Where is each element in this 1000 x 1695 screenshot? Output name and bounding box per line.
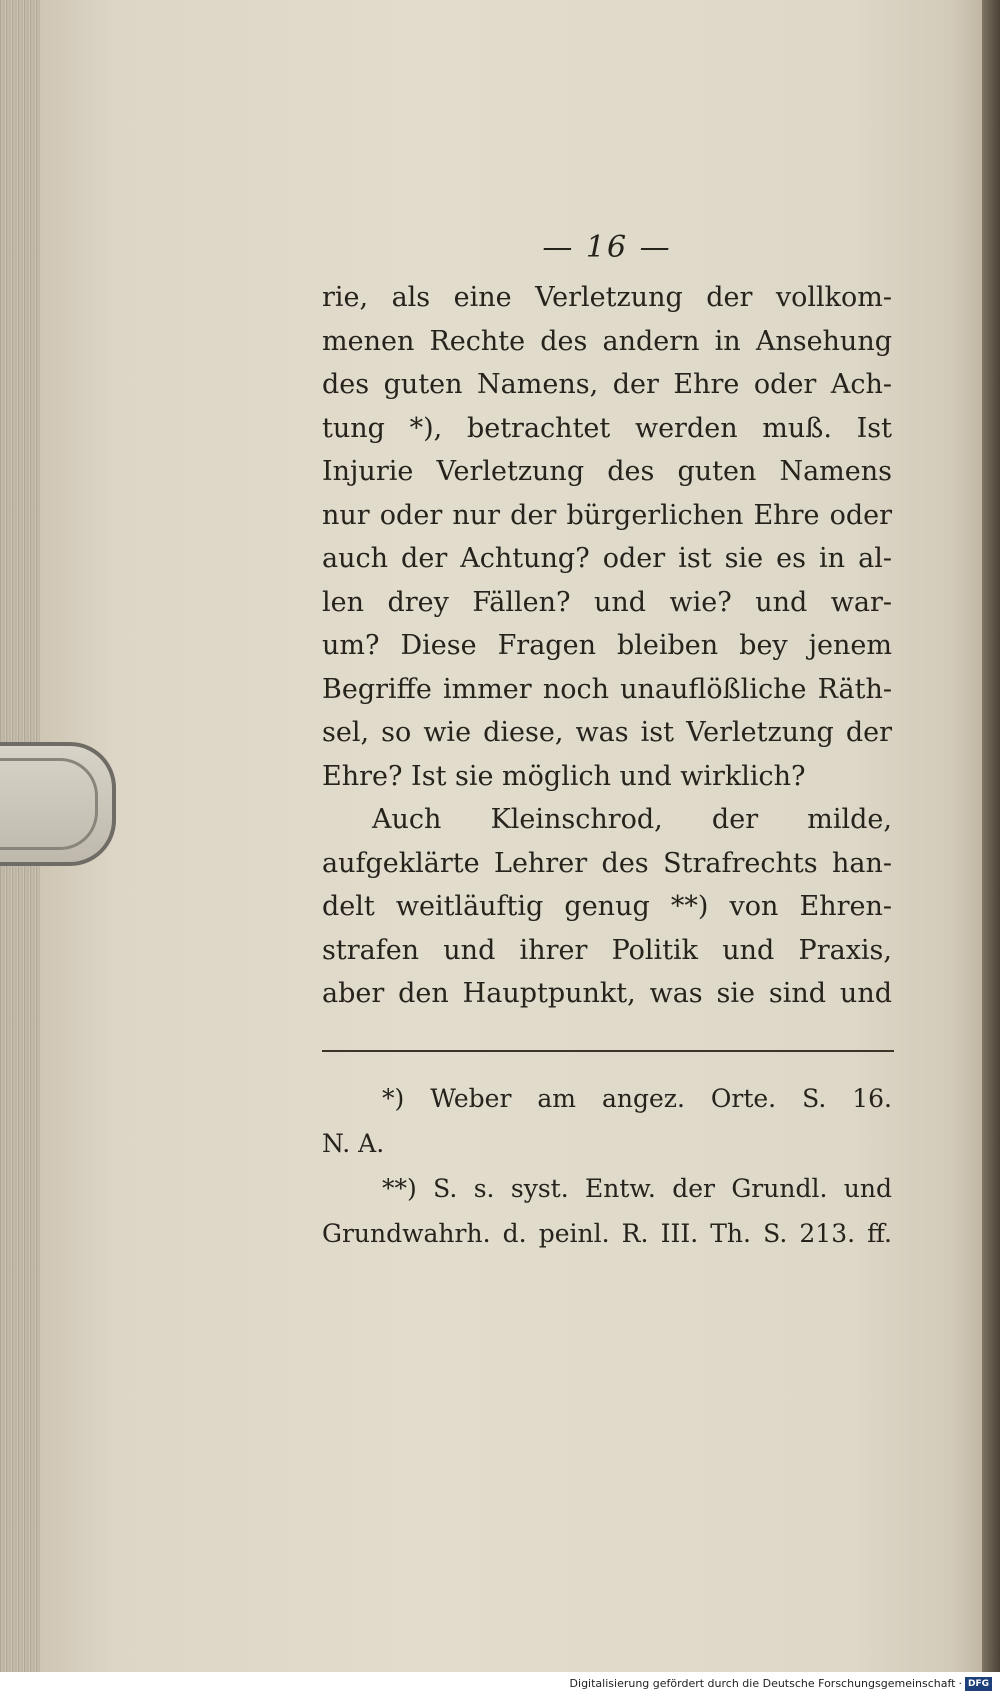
footnote-line: N. A.: [322, 1128, 385, 1158]
digitization-credit: Digitalisierung gefördert durch die Deutsche Forschungsgemeinschaft · DFG: [570, 1675, 992, 1693]
text-block: [322, 220, 892, 1256]
footnote-line: **) S. s. syst. Entw. der Grundl. und: [382, 1173, 892, 1203]
text-line: aufgeklärte Lehrer des Strafrechts han-: [322, 847, 892, 879]
text-line: delt weitläuftig genug **) von Ehren-: [322, 891, 892, 922]
binding-shadow: [982, 0, 1000, 1672]
credit-text: Digitalisierung gefördert durch die Deutsche Forschungsgemeinschaft: [569, 1677, 956, 1690]
text-line: Injurie Verletzung des guten Namens: [322, 456, 892, 487]
text-line: um? Diese Fragen bleiben bey jenem: [322, 630, 892, 661]
footnote-rule: [322, 1050, 894, 1052]
text-line: rie, als eine Verletzung der vollkom-: [322, 282, 892, 313]
text-line: Begriffe immer noch unauflößliche Räth-: [322, 673, 892, 705]
dfg-logo: DFG: [965, 1677, 992, 1691]
text-line: nur oder nur der bürgerlichen Ehre oder: [322, 499, 892, 531]
text-line: strafen und ihrer Politik und Praxis,: [322, 934, 892, 966]
page-clip-inner: [0, 758, 98, 850]
text-line: des guten Namens, der Ehre oder Ach-: [322, 369, 892, 400]
footnote-line: Grundwahrh. d. peinl. R. III. Th. S. 213. ff.: [322, 1218, 892, 1248]
text-line: sel, so wie diese, was ist Verletzung der: [322, 717, 892, 748]
footnote-line: *) Weber am angez. Orte. S. 16.: [382, 1083, 892, 1113]
text-line: auch der Achtung? oder ist sie es in al-: [322, 543, 892, 574]
text-line: len drey Fällen? und wie? und war-: [322, 586, 892, 618]
text-line: menen Rechte des andern in Ansehung: [322, 325, 892, 357]
text-line: aber den Hauptpunkt, was sie sind und: [322, 978, 892, 1009]
footnotes: [322, 1076, 892, 1256]
page-number: — 16 —: [542, 230, 672, 265]
text-line: Ehre? Ist sie möglich und wirklich?: [322, 760, 806, 792]
text-line: Auch Kleinschrod, der milde,: [372, 804, 892, 835]
text-line: tung *), betrachtet werden muß. Ist: [322, 412, 892, 444]
body-text: [322, 276, 892, 1016]
